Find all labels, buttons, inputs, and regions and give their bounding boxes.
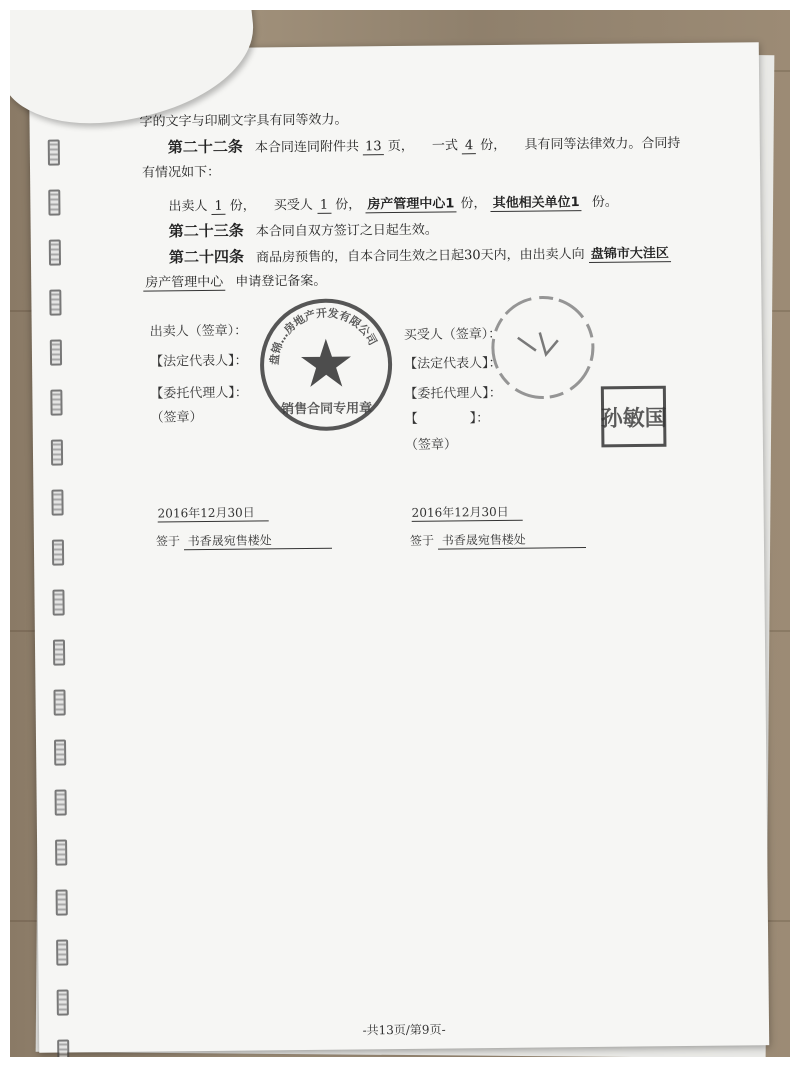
seal-arc-text: 盘锦…房地产开发有限公司 xyxy=(267,306,380,366)
buyer-legal-rep: 【法定代表人】： xyxy=(404,355,502,372)
article-24: 第二十四条 商品房预售的，自本合同生效之日起30天内，由出卖人向 盘锦市大洼区 xyxy=(169,241,671,267)
seal-star xyxy=(301,338,351,387)
article-23: 第二十三条 本合同自双方签订之日起生效。 xyxy=(168,221,438,241)
seller-sign: （签章） xyxy=(150,410,203,426)
seller-date: 2016年12月30日 xyxy=(158,503,269,522)
buyer-bracket: 【 】： xyxy=(404,411,490,427)
pagination: -共13页/第9页- xyxy=(362,1022,446,1038)
faint-seal xyxy=(487,292,598,403)
company-seal xyxy=(255,294,396,435)
buyer-date: 2016年12月30日 xyxy=(412,503,523,522)
article-22: 第二十二条 本合同连同附件共 13 页， 一式 4 份， 具有同等法律效力。合同持 xyxy=(167,136,681,157)
personal-seal xyxy=(600,385,667,448)
seller-agent: 【委托代理人】： xyxy=(150,385,248,402)
article-heading: 第二十四条 xyxy=(168,247,245,267)
seal-bottom-text: 销售合同专用章 xyxy=(280,401,373,418)
contract-text xyxy=(29,42,769,1053)
page-count: 13 xyxy=(363,139,384,155)
seller-legal-rep: 【法定代表人】： xyxy=(149,353,248,370)
copy-count: 4 xyxy=(462,138,476,154)
buyer-agent: 【委托代理人】： xyxy=(404,385,502,402)
photo-frame xyxy=(10,10,790,1057)
text-line: 有情况如下： xyxy=(141,164,221,181)
text-line: 房产管理中心 申请登记备案。 xyxy=(143,270,326,292)
article-heading: 第二十二条 xyxy=(167,137,243,157)
contract-page xyxy=(29,42,769,1053)
buyer-sign: （签章） xyxy=(404,437,458,453)
text-line xyxy=(139,109,347,130)
seller-sign-place: 签于 书香晟宛售楼处 xyxy=(156,531,332,551)
article-heading: 第二十三条 xyxy=(168,221,244,241)
holders-line: 出卖人 1 份， 买受人 1 份， 房产管理中心1 份， 其他相关单位1 份。 xyxy=(168,191,618,216)
body-text: 字的文字与印刷文字具有同等效力。 xyxy=(139,112,348,130)
buyer-label: 买受人（签章）： xyxy=(403,326,502,343)
seal-name: 孙敏国 xyxy=(600,406,667,432)
seller-label: 出卖人（签章）： xyxy=(149,323,248,340)
buyer-sign-place: 签于 书香晟宛售楼处 xyxy=(410,530,586,550)
